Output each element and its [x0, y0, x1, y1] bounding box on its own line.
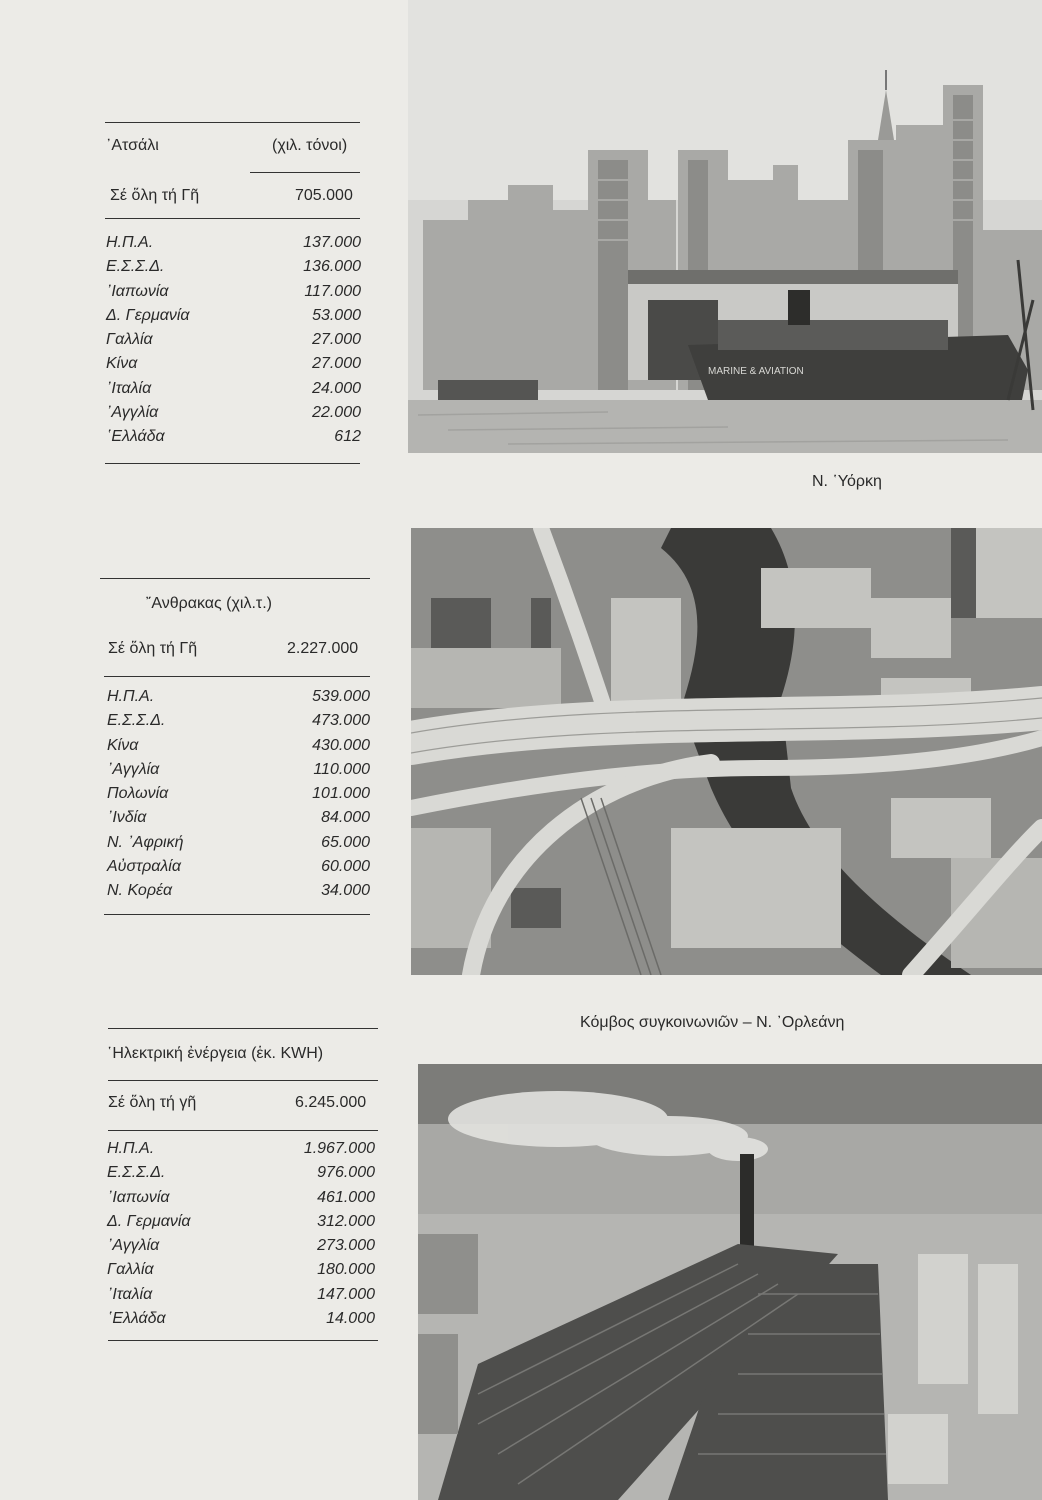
country-value: 34.000 [321, 882, 370, 900]
country-value: 136.000 [303, 258, 361, 276]
country-name: ᾿Ινδία [107, 809, 147, 827]
table-row [106, 258, 361, 282]
table-row [107, 809, 370, 833]
country-value: 27.000 [312, 355, 361, 373]
table-row [107, 1140, 375, 1164]
ferry-name: MARINE & AVIATION [708, 366, 804, 377]
steel-total-value: 705.000 [295, 187, 353, 204]
country-value: 1.967.000 [303, 1140, 375, 1157]
table-row [107, 1164, 375, 1188]
table-row [106, 234, 361, 258]
country-name: Γαλλία [106, 331, 153, 349]
country-name: Ν. ᾿Αφρική [107, 833, 184, 851]
country-value: 147.000 [317, 1285, 375, 1303]
country-name: Δ. Γερμανία [107, 1212, 191, 1230]
interchange-aerial-illustration [411, 528, 1042, 975]
country-name: ᾿Ιαπωνία [107, 1188, 170, 1206]
country-value: 110.000 [313, 760, 370, 778]
country-name: Η.Π.Α. [107, 688, 155, 705]
table-row [106, 428, 361, 452]
country-name: ᾿Αγγλία [106, 404, 159, 422]
country-value: 976.000 [317, 1164, 375, 1182]
table-row [107, 1261, 375, 1285]
country-value: 65.000 [321, 833, 370, 851]
table-rule [104, 676, 370, 677]
country-name: Αὐστραλία [107, 858, 181, 876]
table-row [106, 355, 361, 379]
country-value: 180.000 [317, 1261, 375, 1279]
country-value: 117.000 [304, 282, 361, 300]
table-row [107, 737, 370, 761]
table-row [107, 688, 370, 712]
steel-total-label: Σέ ὅλη τή Γῆ [110, 187, 200, 204]
electricity-total-value: 6.245.000 [295, 1094, 367, 1111]
electricity-table-title: ῾Ηλεκτρική ἐνέργεια (ἑκ. KWH) [107, 1045, 324, 1062]
country-name: ῾Ελλάδα [106, 428, 165, 446]
table-rule [105, 463, 360, 464]
country-name: Πολωνία [107, 785, 169, 803]
country-name: ᾿Ιαπωνία [106, 282, 169, 300]
country-value: 539.000 [312, 688, 370, 705]
table-rule [100, 578, 370, 579]
country-value: 461.000 [317, 1188, 375, 1206]
industrial-plant-illustration [418, 1064, 1042, 1500]
table-row [106, 404, 361, 428]
table-row [106, 380, 361, 404]
table-row [106, 307, 361, 331]
country-value: 612 [334, 428, 361, 446]
coal-total-value: 2.227.000 [287, 640, 359, 657]
table-row [107, 1286, 375, 1310]
coal-rows [107, 688, 370, 907]
new-york-harbor-photo [408, 0, 1042, 453]
table-rule [108, 1080, 378, 1081]
table-row [107, 882, 370, 906]
country-value: 473.000 [312, 712, 370, 730]
country-name: Η.Π.Α. [106, 234, 154, 251]
country-name: ᾿Αγγλία [107, 1237, 160, 1255]
coal-table-title: ῎Ανθρακας (χιλ.τ.) [146, 595, 272, 612]
table-row [107, 761, 370, 785]
table-row [107, 1310, 375, 1334]
new-york-skyline-illustration [408, 0, 1042, 453]
electricity-rows [107, 1140, 375, 1334]
country-name: ᾿Ιταλία [106, 379, 152, 397]
country-name: Ν. Κορέα [107, 882, 173, 900]
country-value: 14.000 [326, 1310, 375, 1328]
country-name: Ε.Σ.Σ.Δ. [107, 712, 166, 730]
country-name: Ε.Σ.Σ.Δ. [106, 258, 165, 276]
industrial-plant-photo [418, 1064, 1042, 1500]
table-row [106, 331, 361, 355]
interchange-photo [411, 528, 1042, 975]
country-value: 273.000 [317, 1237, 375, 1255]
table-row [107, 858, 370, 882]
table-rule [105, 218, 360, 219]
coal-total-label: Σέ ὅλη τή Γῆ [108, 640, 198, 657]
new-york-caption: Ν. ῾Υόρκη [812, 473, 882, 490]
country-name: ῾Ελλάδα [107, 1310, 166, 1328]
interchange-caption: Κόμβος συγκοινωνιῶν – Ν. ᾿Ορλεάνη [580, 1014, 845, 1031]
table-row [107, 1189, 375, 1213]
steel-table-unit: (χιλ. τόνοι) [272, 137, 348, 154]
country-name: ᾿Αγγλία [107, 760, 160, 778]
electricity-total-label: Σέ ὅλη τή γῆ [108, 1094, 197, 1111]
country-value: 312.000 [317, 1212, 375, 1230]
table-row [106, 283, 361, 307]
country-value: 430.000 [312, 736, 370, 754]
country-value: 101.000 [312, 785, 370, 803]
country-name: Δ. Γερμανία [106, 306, 190, 324]
table-rule [108, 1130, 378, 1131]
country-value: 60.000 [321, 858, 370, 876]
country-value: 27.000 [312, 331, 361, 349]
country-name: Κίνα [107, 736, 139, 754]
country-name: Γαλλία [107, 1261, 154, 1279]
table-row [107, 785, 370, 809]
table-rule [250, 172, 360, 173]
country-value: 84.000 [321, 809, 370, 827]
table-rule [108, 1340, 378, 1341]
country-value: 53.000 [312, 306, 361, 324]
country-name: ᾿Ιταλία [107, 1285, 153, 1303]
table-rule [104, 914, 370, 915]
steel-rows [106, 234, 361, 453]
steel-table-title: ᾿Ατσάλι [106, 137, 159, 154]
country-value: 22.000 [312, 404, 361, 422]
table-rule [108, 1028, 378, 1029]
table-row [107, 712, 370, 736]
table-row [107, 834, 370, 858]
table-row [107, 1237, 375, 1261]
country-value: 24.000 [312, 379, 361, 397]
country-name: Ε.Σ.Σ.Δ. [107, 1164, 166, 1182]
table-row [107, 1213, 375, 1237]
country-value: 137.000 [303, 234, 361, 251]
country-name: Κίνα [106, 355, 138, 373]
country-name: Η.Π.Α. [107, 1140, 155, 1157]
table-rule [105, 122, 360, 123]
